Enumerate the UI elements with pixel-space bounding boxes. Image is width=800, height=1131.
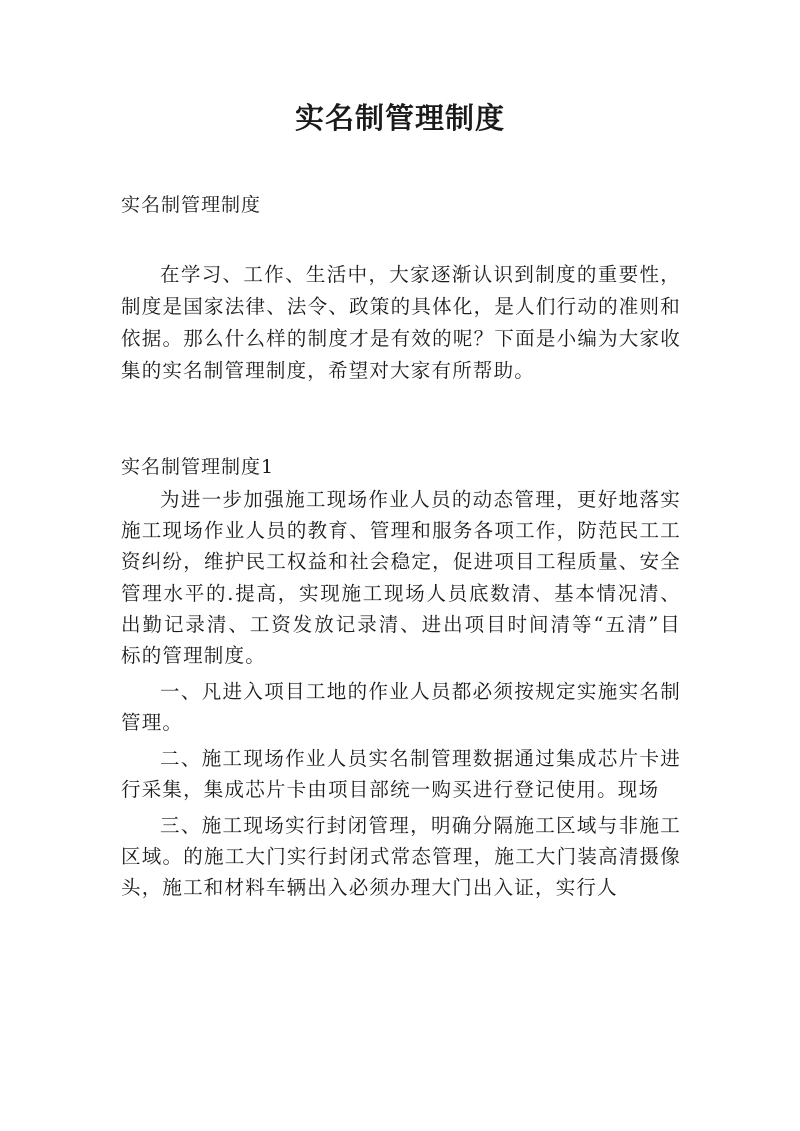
section-heading: 实名制管理制度1 xyxy=(121,456,275,478)
intro-block xyxy=(121,259,681,387)
body-paragraph-2: 一、凡进入项目工地的作业人员都必须按规定实施实名制管理。 xyxy=(121,679,681,734)
body-paragraph-4: 三、施工现场实行封闭管理，明确分隔施工区域与非施工区域。的施工大门实行封闭式常态管理，施工大门装高清摄像头，施工和材料车辆出入必须办理大门出入证，实行人 xyxy=(121,813,681,899)
intro-paragraph: 在学习、工作、生活中，大家逐渐认识到制度的重要性，制度是国家法律、法令、政策的具体化，是人们行动的准则和依据。那么什么样的制度才是有效的呢？下面是小编为大家收集的实名制管理制度，希望对大家有所帮助。 xyxy=(121,263,681,382)
document-title: 实名制管理制度 xyxy=(294,101,505,135)
body-paragraph-3: 二、施工现场作业人员实名制管理数据通过集成芯片卡进行采集，集成芯片卡由项目部统一购买进行登记使用。现场 xyxy=(121,746,681,801)
section-body xyxy=(121,484,681,903)
document-subtitle: 实名制管理制度 xyxy=(121,194,262,216)
body-paragraph-1: 为进一步加强施工现场作业人员的动态管理，更好地落实施工现场作业人员的教育、管理和服务各项工作，防范民工工资纠纷，维护民工权益和社会稳定，促进项目工程质量、安全管理水平的.提高，实现施工现场人员底数清、基本情况清、出勤记录清、工资发放记录清、进出项目时间清等“五清”目标的管理制度。 xyxy=(121,488,681,668)
